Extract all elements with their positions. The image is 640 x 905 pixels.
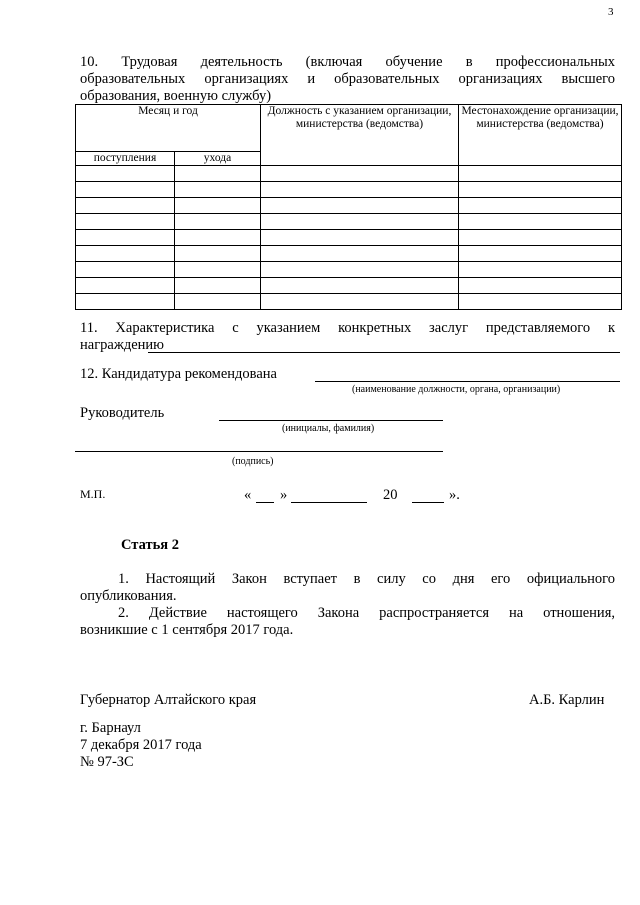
table-cell [261, 278, 459, 294]
table-cell [76, 182, 175, 198]
table-cell [261, 166, 459, 182]
section10-line3: образования, военную службу) [80, 88, 272, 104]
table-cell [175, 182, 261, 198]
table-row [76, 198, 622, 214]
table-cell [175, 278, 261, 294]
table-cell [175, 294, 261, 310]
table-cell [459, 246, 622, 262]
head-signature-caption: (подпись) [232, 456, 274, 467]
head-label: Руководитель [80, 405, 165, 421]
section12-caption: (наименование должности, органа, организации) [352, 384, 561, 395]
table-cell [175, 214, 261, 230]
section11-line1: 11. Характеристика с указанием конкретных заслуг представляемого к [80, 320, 615, 336]
table-cell [76, 166, 175, 182]
table-cell [459, 198, 622, 214]
table-cell [459, 182, 622, 198]
article-p1-line1: 1. Настоящий Закон вступает в силу со дня его официального [118, 571, 615, 587]
footer-city: г. Барнаул [80, 720, 141, 736]
table-cell [175, 230, 261, 246]
table-row [76, 278, 622, 294]
stamp-mp: М.П. [80, 487, 106, 501]
table-row [76, 294, 622, 310]
table-row [76, 246, 622, 262]
section10-number: 10. [80, 54, 99, 70]
table-cell [261, 182, 459, 198]
table-row [76, 214, 622, 230]
governor-name: А.Б. Карлин [529, 692, 605, 708]
table-cell [261, 246, 459, 262]
table-row [76, 262, 622, 278]
footer-date: 7 декабря 2017 года [80, 737, 202, 753]
section12-text: 12. Кандидатура рекомендована [80, 366, 277, 382]
section11-fill-line [148, 352, 620, 353]
governor-title: Губернатор Алтайского края [80, 692, 257, 708]
section11-line2: награждению [80, 337, 165, 353]
table-cell [175, 262, 261, 278]
date-month-line [291, 502, 367, 503]
date-year-prefix: 20 [383, 487, 398, 503]
table-cell [459, 278, 622, 294]
date-ending: ». [449, 487, 460, 503]
date-day-line [256, 502, 274, 503]
table-cell [261, 198, 459, 214]
footer-number: № 97-ЗС [80, 754, 134, 770]
table-cell [261, 214, 459, 230]
work-history-table [75, 104, 622, 310]
table-cell [175, 246, 261, 262]
section12-fill-line [315, 381, 620, 382]
sub-col-exit: ухода [175, 152, 261, 166]
table-cell [76, 278, 175, 294]
table-row [76, 230, 622, 246]
table-cell [76, 214, 175, 230]
col-month-year: Месяц и год [76, 105, 261, 152]
table-row [76, 182, 622, 198]
date-open-quote: « [244, 487, 252, 503]
article-p2-line1: 2. Действие настоящего Закона распространяется на отношения, [118, 605, 615, 621]
sub-col-entry: поступления [76, 152, 175, 166]
article-p2-line2: возникшие с 1 сентября 2017 года. [80, 622, 294, 638]
table-cell [175, 198, 261, 214]
table-cell [459, 214, 622, 230]
table-cell [76, 294, 175, 310]
date-year-line [412, 502, 444, 503]
head-name-caption: (инициалы, фамилия) [282, 423, 375, 434]
section10-line1: 10. Трудовая деятельность (включая обучение в профессиональных [80, 54, 615, 70]
table-cell [459, 262, 622, 278]
section11-number: 11. [80, 320, 98, 336]
table-cell [76, 230, 175, 246]
table-cell [261, 262, 459, 278]
article-title: Статья 2 [121, 537, 179, 553]
table-cell [459, 230, 622, 246]
table-row [76, 166, 622, 182]
table-cell [459, 166, 622, 182]
date-close-quote: » [280, 487, 288, 503]
article-p1-line2: опубликования. [80, 588, 177, 604]
page-number: 3 [608, 6, 614, 18]
table-cell [261, 294, 459, 310]
head-name-line [219, 420, 443, 421]
head-signature-line [75, 451, 443, 452]
table-cell [76, 246, 175, 262]
table-cell [76, 198, 175, 214]
table-cell [459, 294, 622, 310]
col-position: Должность с указанием организации, министерства (ведомства) [261, 105, 459, 166]
section10-line2: образовательных организациях и образовательных организациях высшего [80, 71, 615, 87]
table-cell [175, 166, 261, 182]
table-cell [76, 262, 175, 278]
table-cell [261, 230, 459, 246]
col-location: Местонахождение организации, министерства (ведомства) [459, 105, 622, 166]
